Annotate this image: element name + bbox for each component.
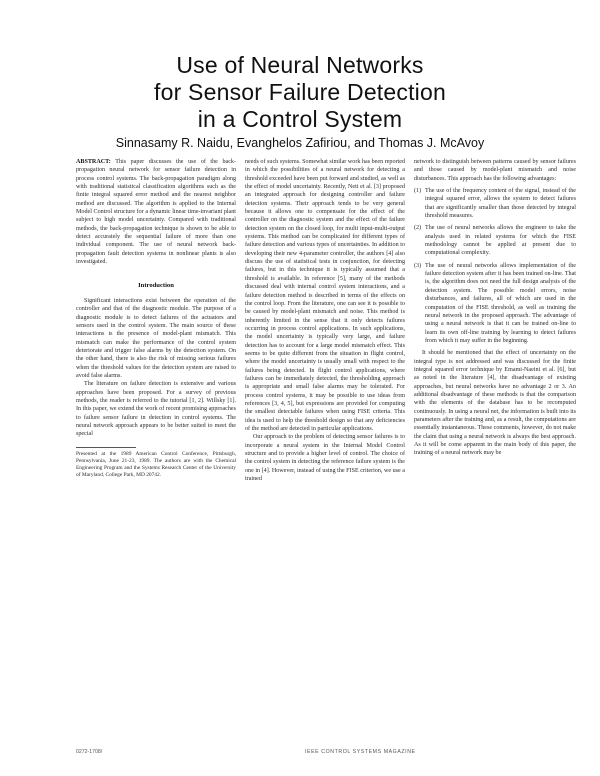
title-line: in a Control System xyxy=(197,106,403,132)
column-1 xyxy=(76,158,236,479)
footer-issn: 0272-1708/ xyxy=(76,749,103,755)
intro-paragraph: The literature on failure detection is extensive and various approaches have been proposed. For a survey of previous methods, the reader is referred to the tutorial [1, 2]. Willsky [1]. In this paper, we extend the work of recent promising approaches to failure sensor failure in detection in control systems. The neural network approach appears to be better suited to meet the special xyxy=(76,381,236,438)
advantage-item xyxy=(414,262,576,345)
paper-title xyxy=(0,52,600,133)
advantage-item xyxy=(414,224,576,257)
advantage-number: (3) xyxy=(414,262,422,269)
column-2 xyxy=(245,158,405,483)
intro-paragraph: Significant interactions exist between the operation of the controller and that of the diagnostic module. The purpose of a diagnostic module is to detect failures of the actuators and sensors used in the control system. The main source of these interactions is the presence of model-plant mismatch. This mismatch can make the performance of the control system deteriorate and trigger false alarms by the detection system. On the other hand, there is also the risk of missing serious failures when the threshold values for the detection system are raised to avoid false alarms. xyxy=(76,297,236,379)
footnote: Presented at the 1989 American Control Conference, Pittsburgh, Pennsylvania, June 21-23, 1989. The authors are with the Chemical Engineering Program and the Systems Research Center of the University of Maryland, College Park, MD 20742. xyxy=(76,450,236,478)
title-line: for Sensor Failure Detection xyxy=(154,79,446,105)
advantage-text: The use of neural networks allows implementation of the failure detection system after it has been trained on-line. That is, the algorithm does not need the full design analysis of the detection system. The possible model errors, noise disturbances, and failures, all of which are used in the computation of the FISE threshold, as well as training the neural network in the proposed approach. The advantage of using a neural network is that it can be trained on-line to learn its own off-line training by learning to detect failures from which it may suffer in the beginning. xyxy=(425,262,576,344)
introduction-heading: Introduction xyxy=(138,282,174,290)
body-paragraph: Our approach to the problem of detecting sensor failures is to incorporate a neural system in the Internal Model Control structure and to provide a higher level of control. The choice of the control system in detecting the reference failure system is the one in [4]. However, instead of using the FISE criterion, we use a trained xyxy=(245,434,405,483)
abstract-text: This paper discusses the use of the back-propagation neural network for sensor failure detection in process control systems. The back-propagation paradigm along with traditional statistical classification algorithms such as the finite integral squared error method and the nearest neighbor method are discussed. The algorithm is applied to the Internal Model Control structure for a dynamic linear time-invariant plant subject to high model uncertainty. Compared with traditional methods, the back-propagation technique is shown to be able to detect accurately the sequential failure of more than one individual component. The use of neural network back-propagation fault detection systems in nonlinear plants is also investigated. xyxy=(76,159,236,266)
body-paragraph: network to distinguish between patterns caused by sensor failures and those caused by model-plant mismatch and noise disturbances. This approach has the following advantages: xyxy=(414,159,576,182)
body-paragraph: needs of such systems. Somewhat similar work has been reported in which the possibilities of a neural network for detecting a threshold exceeded have been put forward and studied, as well as the effect of model uncertainty. Recently, Nett et al. [3] proposed an integrated approach for designing controller and failure detection systems. Their approach tends to be very general because it allows one to compensate for the effect of the controller on the diagnostic system and the effect of the failure detection system on the closed loop, for multi input-multi-output systems. This method can be complicated for different types of failure detection and various types of uncertainties. In addition to developing their new 4-parameter controller, the authors [4] also discuss the use of statistical tests in conjunction, for detecting failures, but in this technique it is typically assumed that a threshold is available. In reference [5], many of the methods discussed deal with internal control system interactions, and a failure detection method is described in terms of the effects on the control loop. From the literature, one can see it is possible to be caused by model-plant mismatch and noise. This method is inherently limited in the sense that it only detects failures occurring in process control applications. In such applications, the model uncertainty is typically very large, and failure detection has to account for a large model mismatch effect. This seems to be quite different from the situation in flight control, where the model uncertainty is usually small with respect to the failures being detected. In flight control applications, where failures can be immediately detected, the thresholding approach is appropriate and small false alarms may be tolerated. For process control systems, it may be possible to use ideas from references [3, 4, 5], but expressions are provided for computing the smallest detectable failures when using FISE criteria. This idea is used to help the threshold design so that any deficiencies of the method are detected in particular applications. xyxy=(245,159,405,432)
title-line: Use of Neural Networks xyxy=(176,52,424,78)
body-paragraph: It should be mentioned that the effect of uncertainty on the integral type is not addressed and was discussed for the finite integral squared error technique by Emami-Naeini et al. [6], but as noted in the literature [4], the disadvantage of existing approaches, but neural networks have no advantage 2 or 3. An additional disadvantage of these methods is that the comparison with the elements of the database has to be recomputed continuously. In using a neural net, the information is built into its parameters after the training and, as a result, the computations are essentially instantaneous. These comments, however, do not make the claim that using a neural network is always the best approach. As it will be come apparent in the main body of this paper, the training of a neural network may be xyxy=(414,350,576,457)
abstract xyxy=(76,158,236,266)
advantage-number: (2) xyxy=(414,225,422,232)
advantage-number: (1) xyxy=(414,188,422,195)
advantage-text: The use of the frequency content of the signal, instead of the integral squared error, allows the system to detect failures that are significantly smaller than those detected by integral threshold measures. xyxy=(425,188,576,220)
advantage-item xyxy=(414,187,576,220)
column-3 xyxy=(414,158,576,458)
footnote-divider xyxy=(76,447,136,448)
advantage-text: The use of neural networks allows the engineer to take the analysis used in related systems for which the FISE methodology cannot be applied at present due to computational complexity. xyxy=(425,225,576,257)
abstract-label: ABSTRACT: xyxy=(76,159,111,165)
author-list: Sinnasamy R. Naidu, Evanghelos Zafiriou, and Thomas J. McAvoy xyxy=(115,136,485,150)
footer-journal: IEEE CONTROL SYSTEMS MAGAZINE xyxy=(305,749,416,755)
